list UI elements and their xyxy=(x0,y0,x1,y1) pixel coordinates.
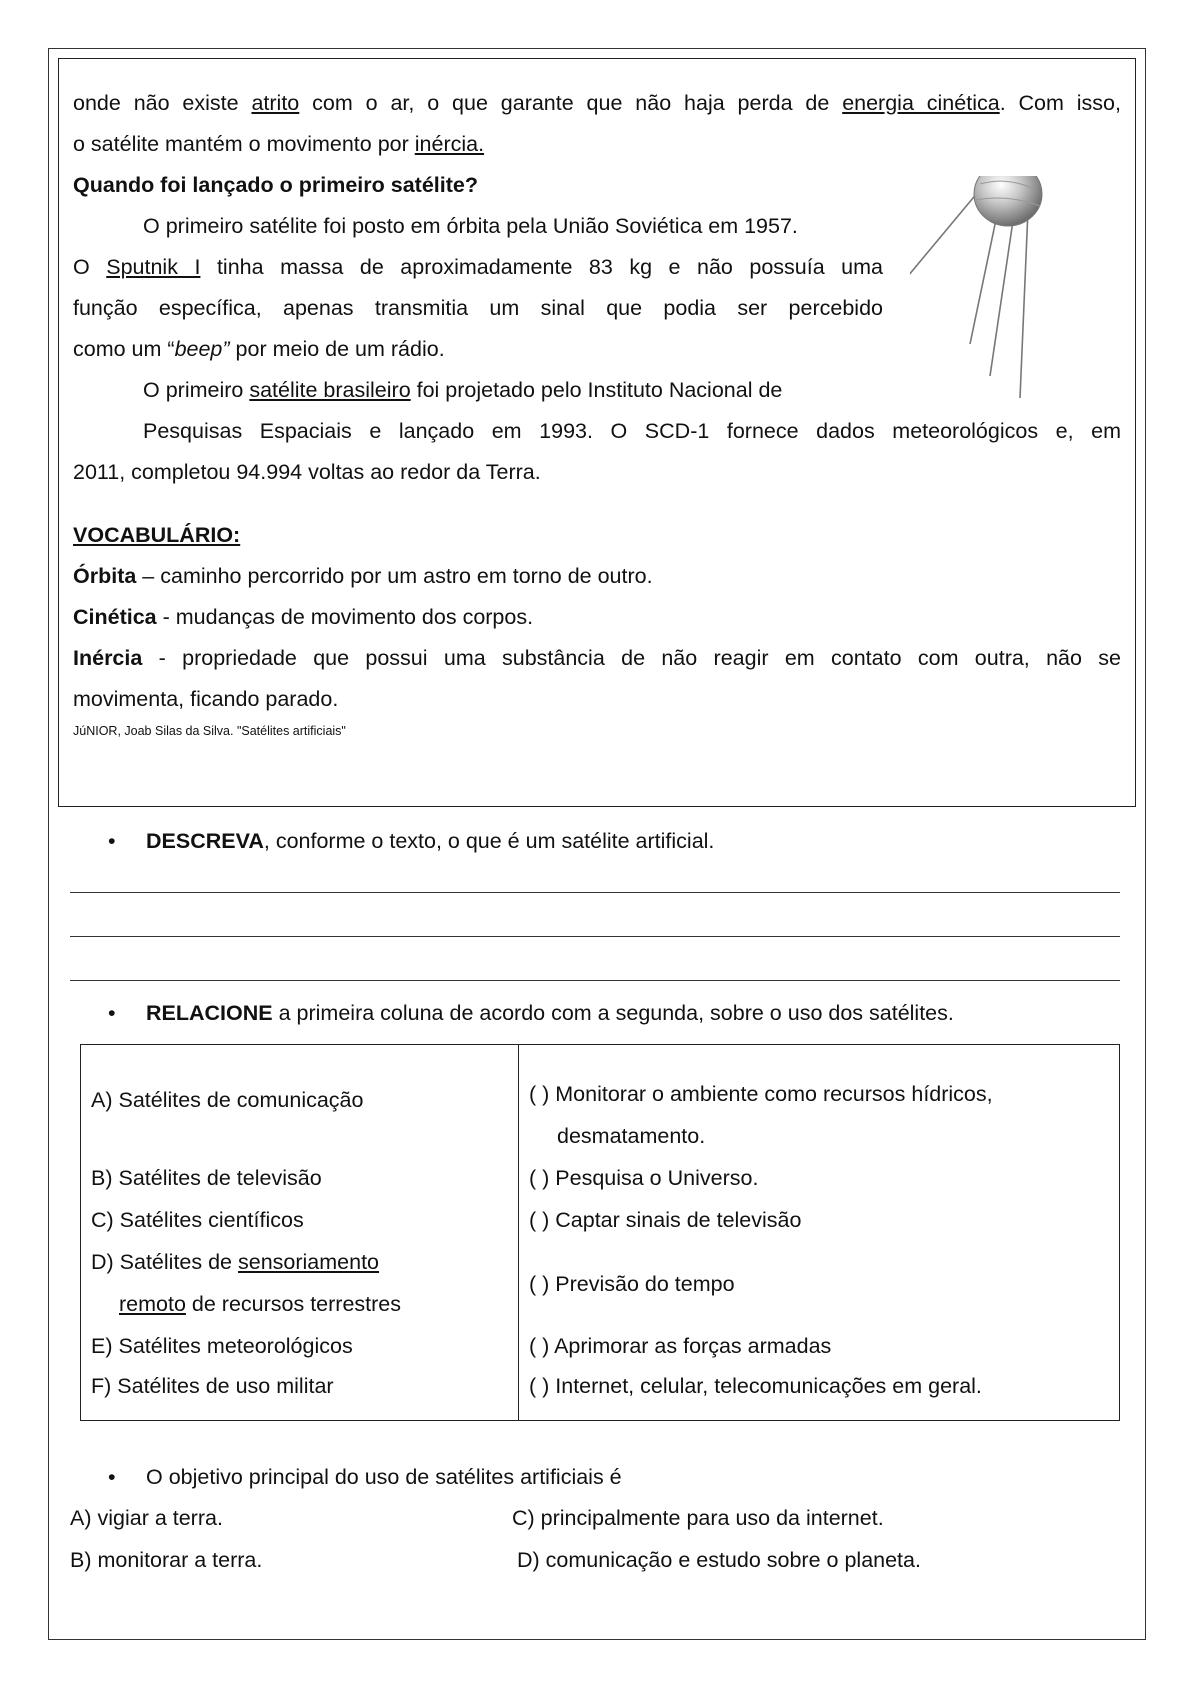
answer-line[interactable] xyxy=(70,980,1120,981)
paragraph-line: 2011, completou 94.994 voltas ao redor da Terra. xyxy=(73,460,541,484)
question-relate: • RELACIONE a primeira coluna de acordo com a segunda, sobre o uso dos satélites. xyxy=(108,1001,954,1025)
right-item[interactable]: ( ) Internet, celular, telecomunicações em geral. xyxy=(529,1374,982,1398)
term-energia-cinetica: energia cinética xyxy=(842,91,1000,115)
vocab-entry: Cinética - mudanças de movimento dos corpos. xyxy=(73,605,534,629)
vocab-entry: Órbita – caminho percorrido por um astro em torno de outro. xyxy=(73,564,653,588)
vocab-entry: Inércia - propriedade que possui uma substância de não reagir em contato com outra, não se xyxy=(73,646,1121,670)
term-satelite-brasileiro: satélite brasileiro xyxy=(249,378,411,402)
paragraph-line: onde não existe atrito com o ar, o que garante que não haja perda de energia cinética. Com isso, xyxy=(73,91,1121,115)
option-c[interactable]: C) principalmente para uso da internet. xyxy=(512,1506,884,1530)
paragraph-line: Pesquisas Espaciais e lançado em 1993. O SCD-1 fornece dados meteorológicos e, em xyxy=(143,419,1121,443)
option-a[interactable]: A) vigiar a terra. xyxy=(70,1506,223,1530)
answer-line[interactable] xyxy=(70,892,1120,893)
left-item: E) Satélites meteorológicos xyxy=(91,1334,353,1358)
right-item[interactable]: ( ) Pesquisa o Universo. xyxy=(529,1166,759,1190)
left-item: A) Satélites de comunicação xyxy=(91,1088,364,1112)
matching-table xyxy=(80,1044,1120,1421)
reading-text-box xyxy=(58,58,1136,807)
left-item-cont: remoto de recursos terrestres xyxy=(119,1292,401,1316)
option-b[interactable]: B) monitorar a terra. xyxy=(70,1548,263,1572)
paragraph-line: como um “beep” por meio de um rádio. xyxy=(73,337,445,361)
question-describe: • DESCREVA, conforme o texto, o que é um satélite artificial. xyxy=(108,829,715,853)
term-inercia: inércia. xyxy=(414,132,485,156)
section-heading: Quando foi lançado o primeiro satélite? xyxy=(73,173,478,197)
option-d[interactable]: D) comunicação e estudo sobre o planeta. xyxy=(517,1548,921,1572)
vocab-entry-cont: movimenta, ficando parado. xyxy=(73,687,339,711)
term-sputnik: Sputnik I xyxy=(106,255,201,279)
left-item: B) Satélites de televisão xyxy=(91,1166,322,1190)
paragraph-line: o satélite mantém o movimento por inércia. xyxy=(73,132,485,156)
paragraph-line: O primeiro satélite foi posto em órbita pela União Soviética em 1957. xyxy=(143,214,798,238)
paragraph-line: O Sputnik I tinha massa de aproximadamente 83 kg e não possuía uma xyxy=(73,255,883,279)
answer-line[interactable] xyxy=(70,936,1120,937)
term-atrito: atrito xyxy=(251,91,300,115)
left-item: C) Satélites científicos xyxy=(91,1208,304,1232)
column-divider xyxy=(518,1045,519,1420)
question-objective: • O objetivo principal do uso de satélites artificiais é xyxy=(108,1465,622,1489)
sputnik-illustration xyxy=(910,176,1130,406)
citation: JúNIOR, Joab Silas da Silva. "Satélites artificiais" xyxy=(73,724,346,738)
paragraph-line: função específica, apenas transmitia um sinal que podia ser percebido xyxy=(73,296,883,320)
left-item: F) Satélites de uso militar xyxy=(91,1374,334,1398)
right-item[interactable]: ( ) Captar sinais de televisão xyxy=(529,1208,802,1232)
paragraph-line: O primeiro satélite brasileiro foi projetado pelo Instituto Nacional de xyxy=(143,378,783,402)
right-item[interactable]: ( ) Aprimorar as forças armadas xyxy=(529,1334,832,1358)
left-item: D) Satélites de sensoriamento xyxy=(91,1250,380,1274)
right-item-cont: desmatamento. xyxy=(557,1124,706,1148)
right-item[interactable]: ( ) Previsão do tempo xyxy=(529,1272,735,1296)
right-item[interactable]: ( ) Monitorar o ambiente como recursos hídricos, xyxy=(529,1082,993,1106)
vocabulary-title: VOCABULÁRIO: xyxy=(73,523,241,547)
